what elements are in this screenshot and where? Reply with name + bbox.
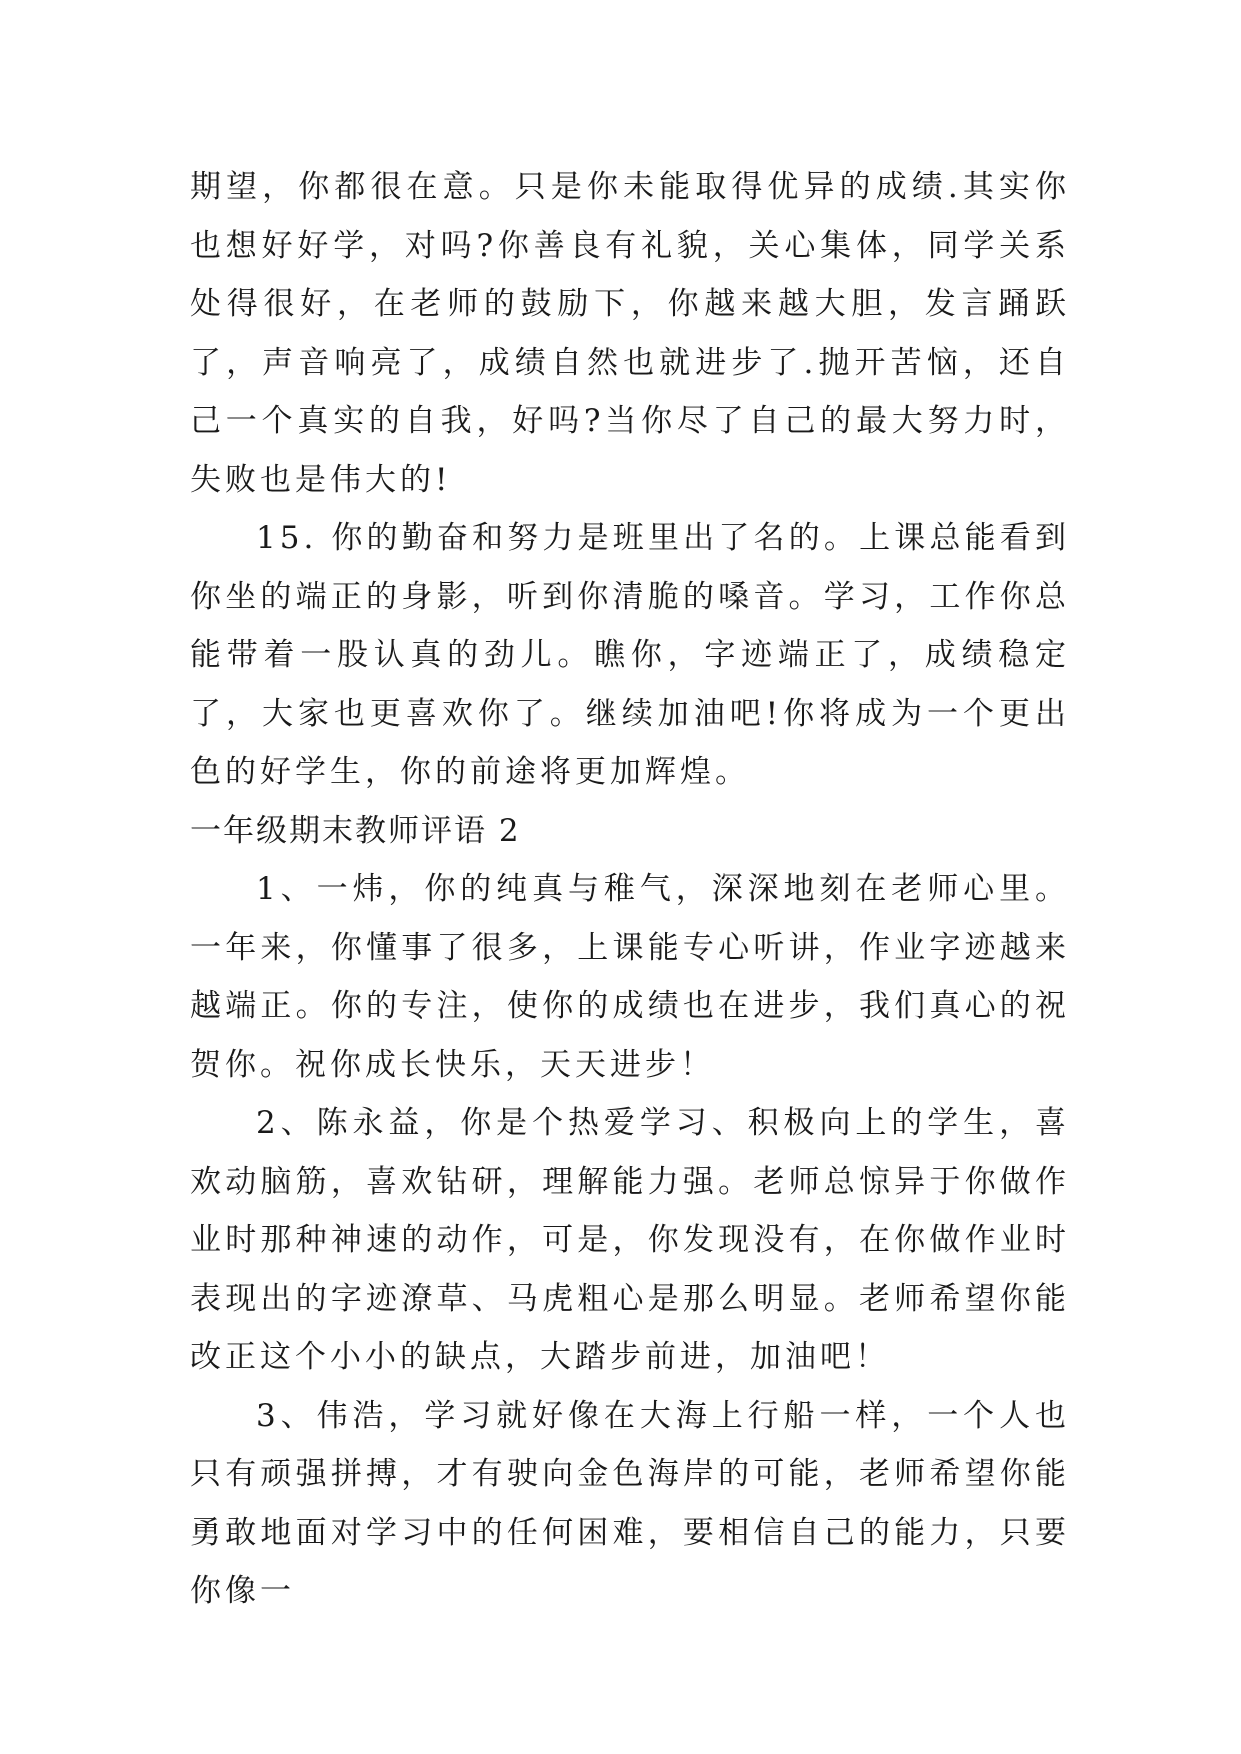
paragraph-comment-3: 3、伟浩，学习就好像在大海上行船一样，一个人也只有顽强拼搏，才有驶向金色海岸的可能，老师希望你能勇敢地面对学习中的任何困难，要相信自己的能力，只要你像一 [190,1397,1070,1609]
paragraph-continuation: 期望，你都很在意。只是你未能取得优异的成绩.其实你也想好好学，对吗?你善良有礼貌，关心集体，同学关系处得很好，在老师的鼓励下，你越来越大胆，发言踊跃了，声音响亮了，成绩自然也就进步了.抛开苦恼，还自己一个真实的自我，好吗?当你尽了自己的最大努力时，失败也是伟大的! [190,169,1070,498]
document-body [190,158,1070,1621]
section-heading: 一年级期末教师评语 2 [190,812,521,849]
paragraph-comment-2: 2、陈永益，你是个热爱学习、积极向上的学生，喜欢动脑筋，喜欢钻研，理解能力强。老师总惊异于你做作业时那种神速的动作，可是，你发现没有，在你做作业时表现出的字迹潦草、马虎粗心是那么明显。老师希望你能改正这个小小的缺点，大踏步前进，加油吧！ [190,1105,1070,1375]
paragraph-comment-1: 1、一炜，你的纯真与稚气，深深地刻在老师心里。一年来，你懂事了很多，上课能专心听讲，作业字迹越来越端正。你的专注，使你的成绩也在进步，我们真心的祝贺你。祝你成长快乐，天天进步！ [190,871,1070,1083]
paragraph-comment-15: 15. 你的勤奋和努力是班里出了名的。上课总能看到你坐的端正的身影，听到你清脆的嗓音。学习，工作你总能带着一股认真的劲儿。瞧你，字迹端正了，成绩稳定了，大家也更喜欢你了。继续加油吧!你将成为一个更出色的好学生，你的前途将更加辉煌。 [190,520,1070,790]
